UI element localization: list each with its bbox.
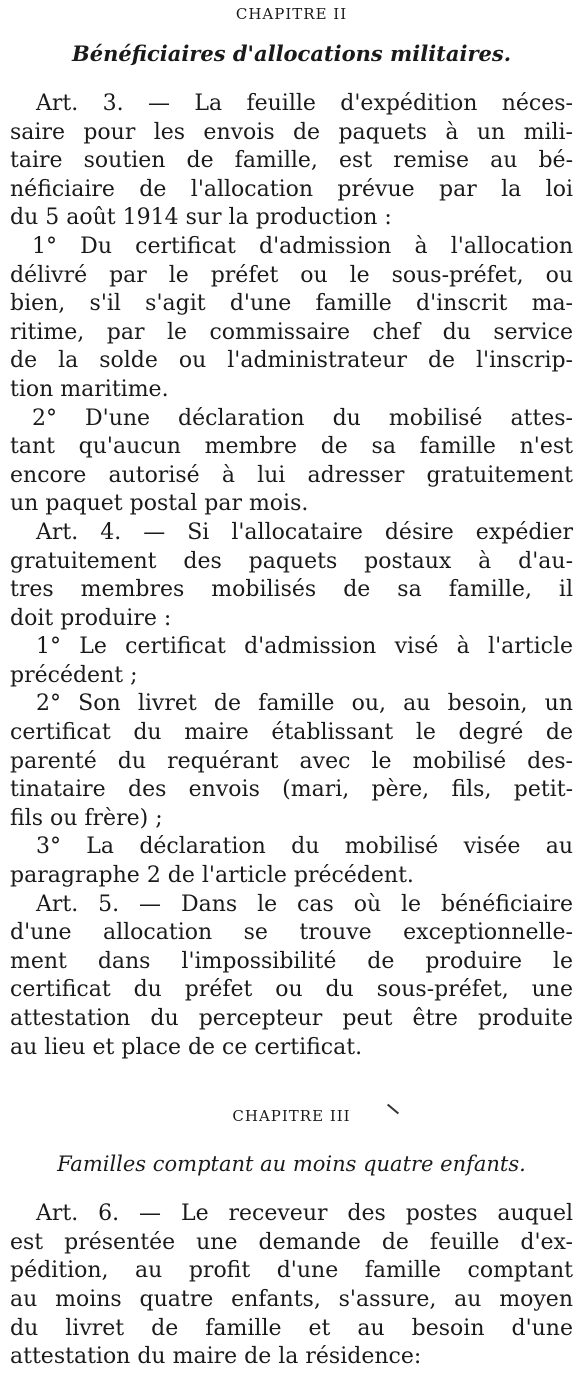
text-line: du livret de famille et au besoin d'une — [10, 1315, 573, 1341]
text-line: paragraphe 2 de l'article précédent. — [10, 863, 414, 889]
text-line: 1° Du certificat d'admission à l'allocation — [32, 233, 573, 259]
text-line: tres membres mobilisés de sa famille, il — [10, 577, 573, 603]
chapter-2-title: Bénéficiaires d'allocations militaires. — [71, 41, 512, 66]
text-line: 1° Le certificat d'admission visé à l'article — [36, 634, 573, 660]
text-line: néficiaire de l'allocation prévue par la loi — [10, 176, 573, 202]
text-line: bien, s'il s'agit d'une famille d'inscrit ma- — [10, 291, 573, 317]
text-line: d'une allocation se trouve exceptionnelle- — [10, 920, 573, 946]
text-line: Art. 6. — Le receveur des postes auquel — [36, 1201, 573, 1227]
text-line: taire soutien de famille, est remise au bé- — [10, 148, 573, 174]
text-line: ment dans l'impossibilité de produire le — [10, 948, 573, 974]
text-line: est présentée une demande de feuille d'ex- — [10, 1229, 573, 1255]
text-line: délivré par le préfet ou le sous-préfet, ou — [10, 262, 573, 288]
text-line: un paquet postal par mois. — [10, 491, 309, 517]
text-line: ritime, par le commissaire chef du service — [10, 319, 573, 345]
text-line: certificat du maire établissant le degré de — [10, 720, 573, 746]
text-line: attestation du maire de la résidence: — [10, 1344, 422, 1370]
text-line: Art. 5. — Dans le cas où le bénéficiaire — [36, 891, 573, 917]
text-line: tion maritime. — [10, 376, 169, 402]
text-line: au lieu et place de ce certificat. — [10, 1034, 363, 1060]
ink-mark — [387, 1104, 399, 1115]
chapter-2-body — [10, 90, 573, 1062]
text-line: attestation du percepteur peut être produite — [10, 1006, 573, 1031]
text-line: au moins quatre enfants, s'assure, au moyen — [10, 1286, 573, 1312]
chapter-3-heading-text: CHAPITRE III — [232, 1107, 351, 1126]
text-line: Art. 4. — Si l'allocataire désire expédier — [36, 519, 573, 545]
text-line: certificat du préfet ou du sous-préfet, une — [10, 977, 573, 1003]
text-line: gratuitement des paquets postaux à d'au- — [10, 548, 573, 574]
text-line: saire pour les envois de paquets à un mili- — [10, 119, 573, 145]
text-line: 2° D'une déclaration du mobilisé attes- — [32, 405, 573, 431]
chapter-2-heading: CHAPITRE II — [235, 5, 348, 23]
text-line: Art. 3. — La feuille d'expédition néces- — [36, 91, 573, 116]
text-line: 2° Son livret de famille ou, au besoin, un — [36, 691, 573, 717]
text-line: tinataire des envois (mari, père, fils, petit- — [10, 777, 573, 803]
chapter-3-heading — [10, 1106, 573, 1126]
text-line: 3° La déclaration du mobilisé visée au — [36, 834, 573, 860]
chapter-3-body — [10, 1200, 573, 1372]
text-line: tant qu'aucun membre de sa famille n'est — [10, 434, 573, 460]
text-line: pédition, au profit d'une famille comptant — [10, 1258, 573, 1284]
chapter-3-title: Familles comptant au moins quatre enfants. — [57, 1152, 526, 1177]
text-line: de la solde ou l'administrateur de l'inscrip- — [10, 348, 573, 374]
text-line: encore autorisé à lui adresser gratuitement — [10, 462, 573, 488]
text-line: précédent ; — [10, 662, 138, 688]
text-line: doit produire : — [10, 605, 172, 631]
text-line: du 5 août 1914 sur la production : — [10, 205, 392, 231]
text-line: fils ou frère) ; — [10, 805, 163, 831]
text-line: parenté du requérant avec le mobilisé des- — [10, 748, 573, 774]
